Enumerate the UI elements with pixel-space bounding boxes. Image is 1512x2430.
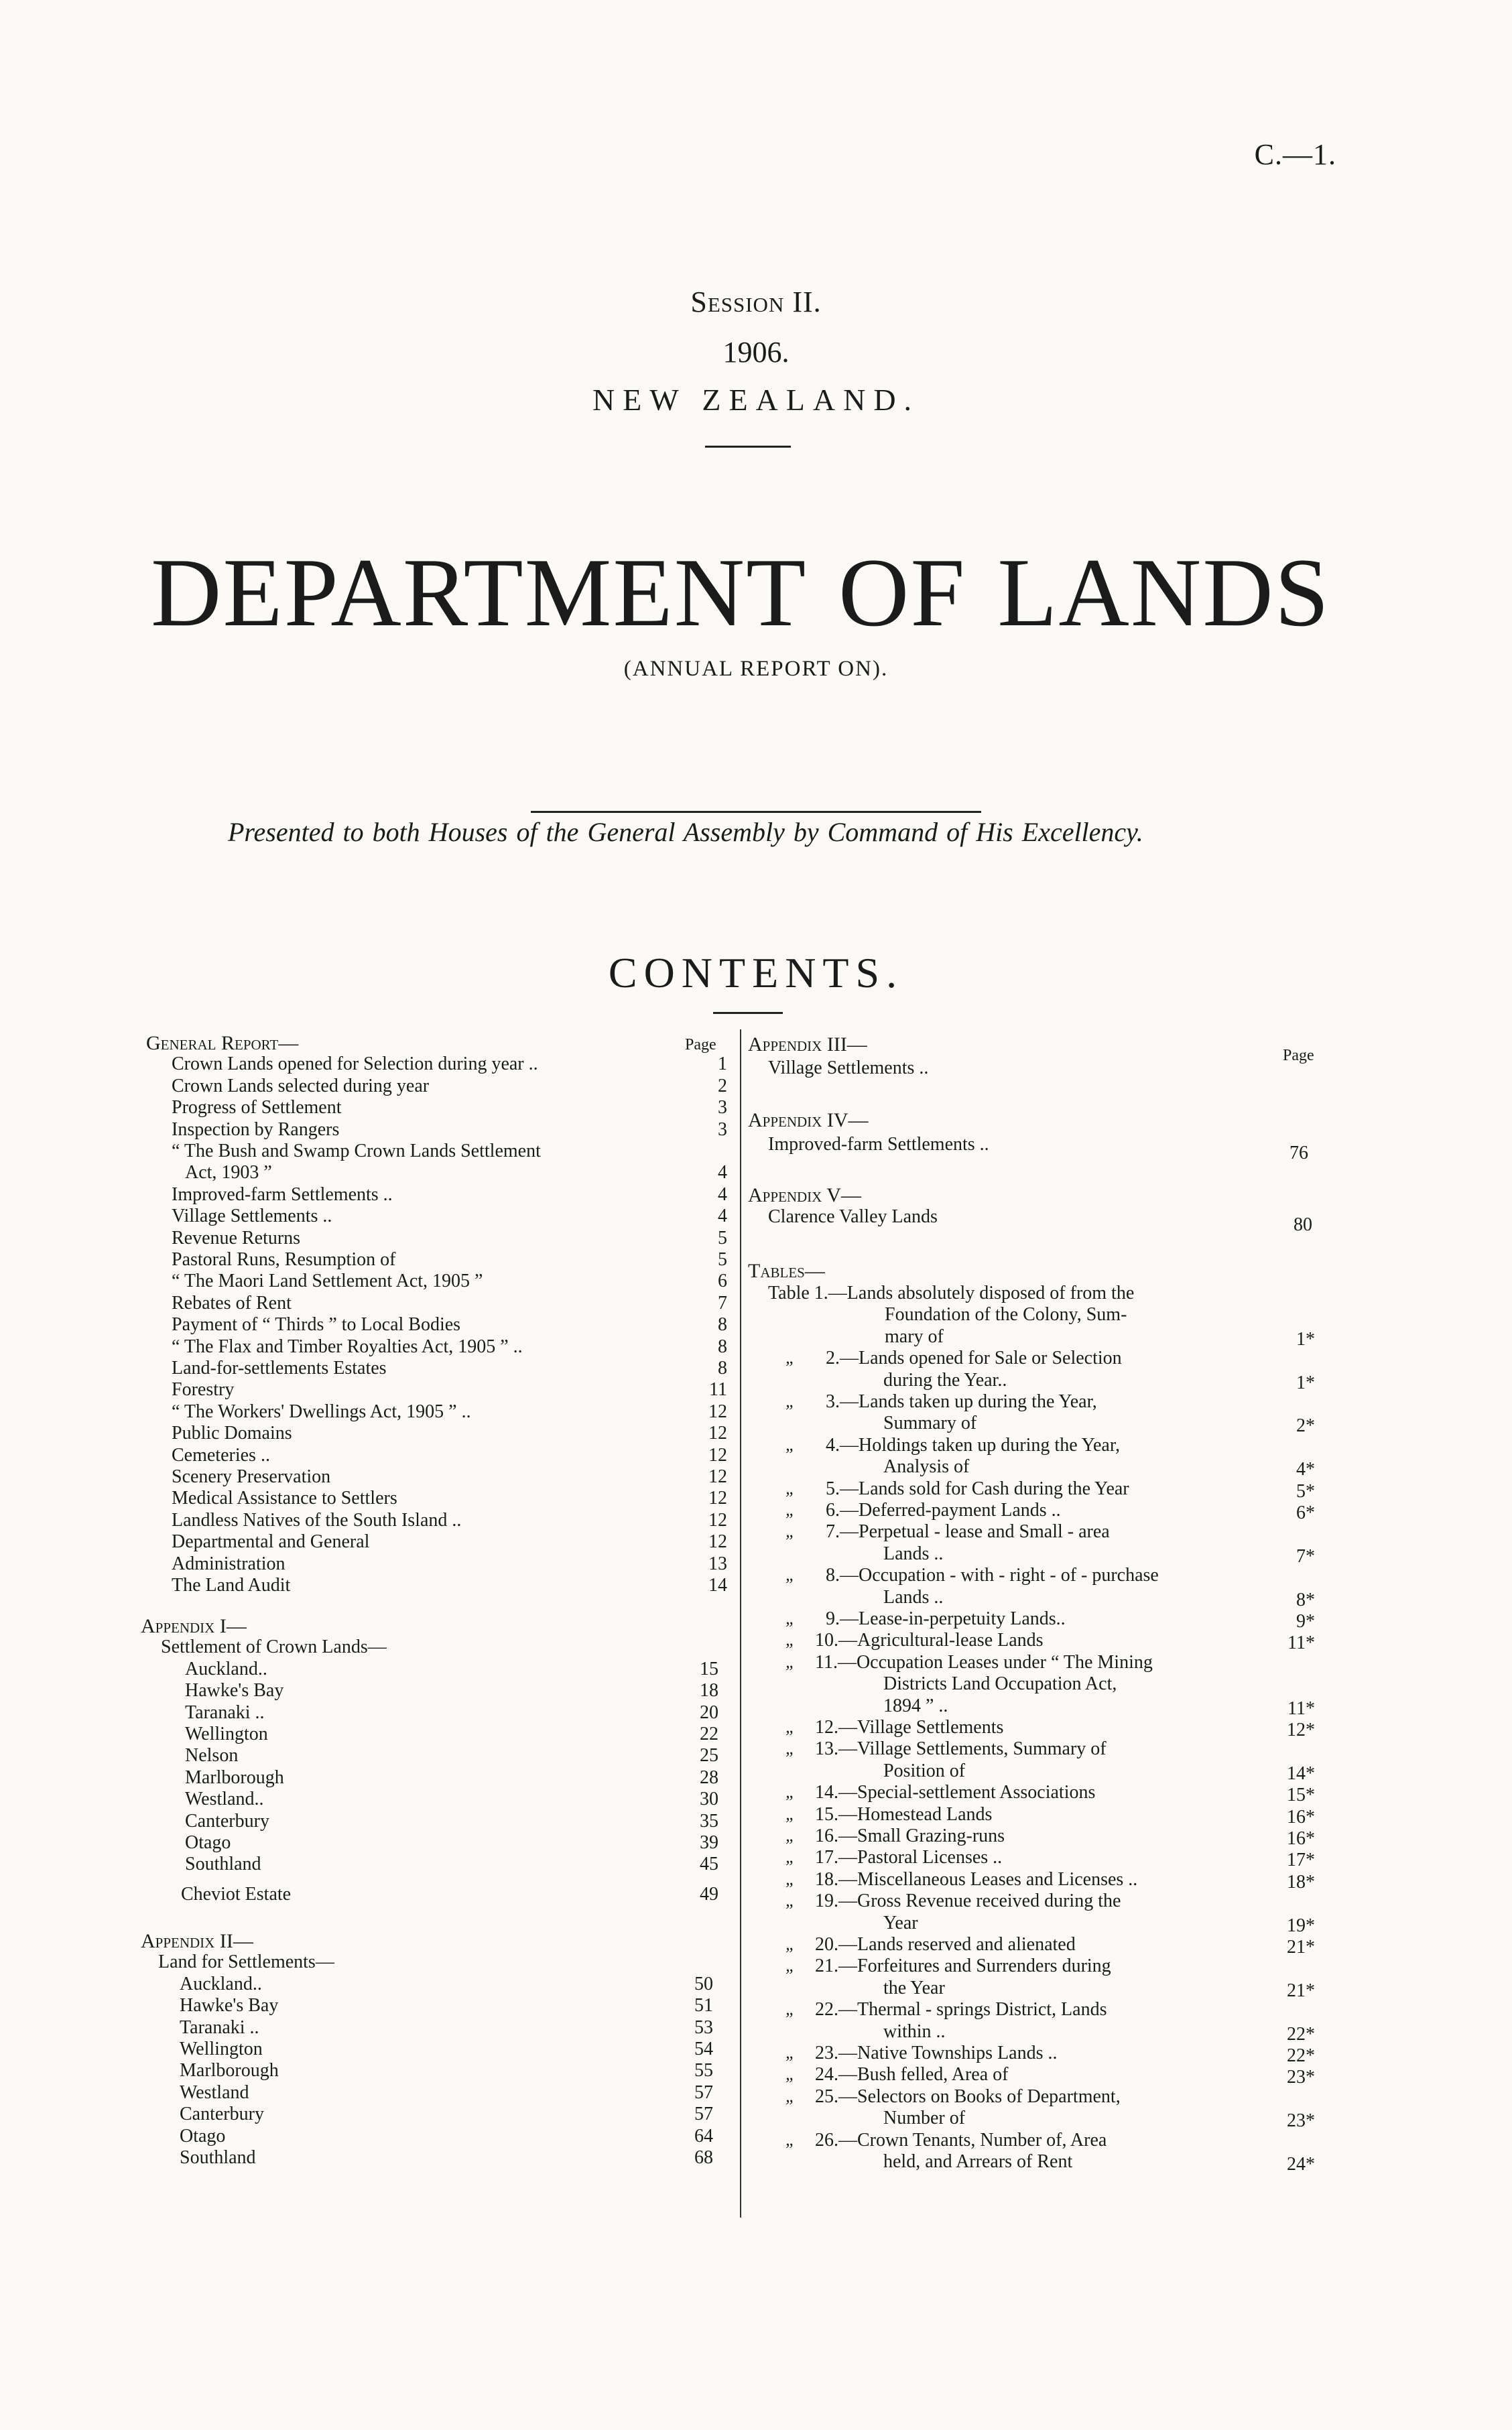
ditto-mark: „ bbox=[785, 1391, 796, 1411]
page-number: 35 bbox=[700, 1810, 718, 1832]
title-word: LANDS bbox=[997, 538, 1330, 647]
contents-entry: 18.—Miscellaneous Leases and Licenses .. bbox=[815, 1868, 1138, 1890]
ditto-mark: „ bbox=[785, 1999, 796, 2019]
contents-entry: Cheviot Estate bbox=[181, 1883, 292, 1905]
page-number: 3 bbox=[718, 1097, 727, 1118]
contents-entry: The Land Audit bbox=[172, 1575, 291, 1596]
page-number: 12 bbox=[708, 1444, 727, 1466]
page-number: 4 bbox=[718, 1162, 727, 1184]
contents-entry: 9.—Lease-in-perpetuity Lands.. bbox=[826, 1608, 1066, 1629]
page-number: 11* bbox=[1287, 1633, 1315, 1654]
page-number: 12* bbox=[1287, 1720, 1315, 1740]
contents-entry: 6.—Deferred-payment Lands .. bbox=[826, 1500, 1061, 1521]
contents-entry: 11.—Occupation Leases under “ The Mining bbox=[815, 1651, 1153, 1673]
section-heading: Appendix II— bbox=[141, 1930, 253, 1952]
page-number: 5* bbox=[1296, 1480, 1315, 1502]
contents-entry: “ The Maori Land Settlement Act, 1905 ” bbox=[172, 1271, 483, 1292]
contents-entry: 17.—Pastoral Licenses .. bbox=[815, 1847, 1003, 1868]
contents-entry: 25.—Selectors on Books of Department, bbox=[815, 2086, 1121, 2107]
contents-entry: 15.—Homestead Lands bbox=[815, 1803, 993, 1825]
document-title bbox=[151, 536, 1330, 649]
contents-entry: Inspection by Rangers bbox=[172, 1118, 340, 1140]
contents-entry: Departmental and General bbox=[172, 1531, 370, 1553]
page-number: 12 bbox=[708, 1531, 727, 1553]
contents-entry: 14.—Special-settlement Associations bbox=[815, 1782, 1096, 1803]
contents-entry: Taranaki .. bbox=[185, 1702, 265, 1723]
contents-entry: Summary of bbox=[883, 1413, 977, 1434]
page-number: 7 bbox=[718, 1292, 727, 1314]
contents-entry: Village Settlements .. bbox=[172, 1206, 332, 1227]
contents-entry: Marlborough bbox=[185, 1767, 284, 1788]
page-number: 3 bbox=[718, 1118, 727, 1140]
page-number: 12 bbox=[708, 1423, 727, 1444]
ditto-mark: „ bbox=[785, 1565, 796, 1585]
page-number: 57 bbox=[694, 2104, 713, 2125]
page-number: 20 bbox=[700, 1702, 718, 1723]
page-number: 8 bbox=[718, 1358, 727, 1379]
section-heading: Appendix IV— bbox=[748, 1109, 869, 1131]
page-number: 11* bbox=[1287, 1698, 1315, 1719]
page-number: 12 bbox=[708, 1488, 727, 1509]
contents-entry: Crown Lands opened for Selection during year .. bbox=[172, 1053, 538, 1075]
contents-entry: Administration bbox=[172, 1553, 286, 1574]
contents-entry: 7.—Perpetual - lease and Small - area bbox=[826, 1521, 1110, 1543]
ditto-mark: „ bbox=[785, 1500, 796, 1519]
presented-line: Presented to both Houses of the General Assembly by Command of His Excellency. bbox=[228, 817, 1143, 847]
title-word: DEPARTMENT bbox=[151, 538, 808, 647]
page-number: 76 bbox=[1289, 1143, 1308, 1163]
page-number: 17* bbox=[1287, 1850, 1315, 1871]
contents-entry: Rebates of Rent bbox=[172, 1292, 292, 1314]
page-number: 6 bbox=[718, 1271, 727, 1292]
page-number: 8* bbox=[1296, 1589, 1315, 1610]
page-number: 15* bbox=[1287, 1785, 1315, 1806]
contents-entry: Hawke's Bay bbox=[180, 1995, 279, 2017]
page-number: 8 bbox=[718, 1314, 727, 1336]
contents-entry: Marlborough bbox=[180, 2060, 279, 2082]
page-number: 12 bbox=[708, 1466, 727, 1487]
contents-entry: Village Settlements .. bbox=[768, 1058, 929, 1078]
page-number: 28 bbox=[700, 1767, 718, 1788]
ditto-mark: „ bbox=[785, 1630, 796, 1650]
ditto-mark: „ bbox=[785, 1348, 796, 1368]
contents-entry: Southland bbox=[185, 1854, 261, 1875]
section-subheading: Settlement of Crown Lands— bbox=[161, 1637, 387, 1658]
page-number: 23* bbox=[1287, 2067, 1315, 2088]
section-heading: Appendix V— bbox=[748, 1184, 861, 1206]
contents-entry: Lands .. bbox=[883, 1543, 944, 1564]
page-number: 4* bbox=[1296, 1459, 1315, 1480]
page-number: 21* bbox=[1287, 1980, 1315, 2001]
contents-entry: Payment of “ Thirds ” to Local Bodies bbox=[172, 1314, 461, 1336]
ditto-mark: „ bbox=[785, 1826, 796, 1845]
contents-entry: Position of bbox=[883, 1760, 966, 1781]
page-number: 16* bbox=[1287, 1828, 1315, 1849]
page-column-label: Page bbox=[1283, 1047, 1314, 1064]
section-heading: General Report— bbox=[146, 1032, 299, 1054]
page-number: 15 bbox=[700, 1658, 718, 1679]
contents-heading: CONTENTS. bbox=[608, 949, 904, 997]
contents-entry: within .. bbox=[883, 2021, 946, 2042]
section-heading: Tables— bbox=[748, 1260, 825, 1282]
contents-entry: Lands .. bbox=[883, 1586, 944, 1608]
contents-entry: Clarence Valley Lands bbox=[768, 1206, 938, 1227]
contents-entry: 13.—Village Settlements, Summary of bbox=[815, 1738, 1107, 1760]
page-number: 11 bbox=[709, 1379, 727, 1401]
contents-entry: 24.—Bush felled, Area of bbox=[815, 2064, 1009, 2086]
ditto-mark: „ bbox=[785, 1891, 796, 1911]
ditto-mark: „ bbox=[785, 1803, 796, 1824]
page-number: 55 bbox=[694, 2060, 713, 2082]
contents-entry: the Year bbox=[883, 1977, 945, 1998]
contents-entry: during the Year.. bbox=[883, 1369, 1007, 1391]
contents-entry: Hawke's Bay bbox=[185, 1680, 284, 1702]
contents-entry: 23.—Native Townships Lands .. bbox=[815, 2043, 1058, 2063]
report-code: C.—1. bbox=[1254, 138, 1336, 171]
contents-entry: Auckland.. bbox=[185, 1658, 267, 1679]
page-number: 6* bbox=[1296, 1502, 1315, 1523]
page-number: 19* bbox=[1287, 1915, 1315, 1936]
page-number: 7* bbox=[1296, 1545, 1315, 1567]
page-number: 22 bbox=[700, 1724, 718, 1744]
ditto-mark: „ bbox=[785, 2064, 796, 2084]
ditto-mark: „ bbox=[785, 1934, 796, 1954]
page-number: 1 bbox=[718, 1053, 727, 1075]
column-divider bbox=[740, 1029, 741, 2218]
contents-entry: Districts Land Occupation Act, bbox=[883, 1673, 1117, 1695]
ditto-mark: „ bbox=[785, 1956, 796, 1976]
contents-entry: Canterbury bbox=[185, 1810, 269, 1832]
page-number: 50 bbox=[694, 1973, 713, 1994]
contents-entry: 2.—Lands opened for Sale or Selection bbox=[826, 1348, 1122, 1369]
page-number: 2 bbox=[718, 1075, 727, 1096]
contents-entry: Wellington bbox=[185, 1724, 268, 1744]
contents-entry: Scenery Preservation bbox=[172, 1466, 331, 1487]
country-label: NEW ZEALAND. bbox=[592, 383, 920, 417]
page-number: 54 bbox=[694, 2039, 713, 2059]
contents-entry: Auckland.. bbox=[180, 1973, 262, 1994]
page-number: 49 bbox=[700, 1883, 718, 1905]
contents-entry: Westland.. bbox=[185, 1789, 264, 1810]
ditto-mark: „ bbox=[785, 2086, 796, 2106]
contents-entry: “ The Flax and Timber Royalties Act, 1905 ” .. bbox=[172, 1336, 523, 1357]
page-number: 5 bbox=[718, 1227, 727, 1249]
ditto-mark: „ bbox=[785, 1434, 796, 1454]
contents-entry: Year bbox=[883, 1912, 918, 1933]
contents-entry: Nelson bbox=[185, 1745, 239, 1767]
document-subtitle: (ANNUAL REPORT ON). bbox=[623, 657, 889, 681]
page-number: 12 bbox=[708, 1509, 727, 1531]
page-number: 21* bbox=[1287, 1937, 1315, 1958]
page-number: 16* bbox=[1287, 1806, 1315, 1828]
page-number: 9* bbox=[1296, 1611, 1315, 1632]
contents-entry: Taranaki .. bbox=[180, 2017, 259, 2038]
contents-entry: Revenue Returns bbox=[172, 1227, 301, 1249]
page-number: 8 bbox=[718, 1336, 727, 1357]
contents-entry: Otago bbox=[180, 2125, 226, 2147]
contents-entry: Westland bbox=[180, 2082, 249, 2103]
contents-entry: 26.—Crown Tenants, Number of, Area bbox=[815, 2129, 1107, 2151]
contents-entry: 5.—Lands sold for Cash during the Year bbox=[826, 1478, 1129, 1499]
contents-entry: 16.—Small Grazing-runs bbox=[815, 1826, 1005, 1846]
contents-entry: Analysis of bbox=[883, 1456, 970, 1478]
contents-entry: 22.—Thermal - springs District, Lands bbox=[815, 1999, 1107, 2021]
contents-entry: Act, 1903 ” bbox=[185, 1162, 272, 1184]
contents-entry: Canterbury bbox=[180, 2104, 264, 2125]
page-number: 1* bbox=[1296, 1328, 1315, 1350]
ditto-mark: „ bbox=[785, 1717, 796, 1736]
page-number: 25 bbox=[700, 1745, 718, 1767]
page-number: 22* bbox=[1287, 2045, 1315, 2066]
page-number: 4 bbox=[718, 1206, 727, 1227]
section-heading: Appendix I— bbox=[141, 1615, 247, 1637]
page-number: 51 bbox=[694, 1995, 713, 2017]
contents-entry: Progress of Settlement bbox=[172, 1097, 342, 1118]
ditto-mark: „ bbox=[785, 1868, 796, 1889]
page-number: 64 bbox=[694, 2125, 713, 2147]
contents-entry: 3.—Lands taken up during the Year, bbox=[826, 1391, 1097, 1412]
ditto-mark: „ bbox=[785, 2043, 796, 2062]
contents-entry: Cemeteries .. bbox=[172, 1444, 270, 1466]
contents-entry: Forestry bbox=[172, 1379, 235, 1401]
page-number: 68 bbox=[694, 2147, 713, 2168]
contents-entry: Land-for-settlements Estates bbox=[172, 1358, 387, 1379]
page-number: 18 bbox=[700, 1680, 718, 1702]
page-number: 1* bbox=[1296, 1372, 1315, 1393]
page-number: 2* bbox=[1296, 1415, 1315, 1437]
page-number: 22* bbox=[1287, 2023, 1315, 2045]
contents-entry: Wellington bbox=[180, 2039, 263, 2059]
page-number: 14 bbox=[708, 1575, 727, 1596]
contents-entry: Landless Natives of the South Island .. bbox=[172, 1509, 462, 1531]
contents-entry: “ The Bush and Swamp Crown Lands Settlement bbox=[172, 1141, 541, 1161]
section-subheading: Land for Settlements— bbox=[158, 1952, 334, 1973]
contents-entry: Table 1.—Lands absolutely disposed of from the bbox=[768, 1283, 1135, 1303]
contents-entry: Southland bbox=[180, 2147, 256, 2168]
session-label: Session II. bbox=[690, 285, 822, 318]
page-number: 5 bbox=[718, 1249, 727, 1270]
contents-entry: Number of bbox=[883, 2108, 966, 2129]
contents-entry: “ The Workers' Dwellings Act, 1905 ” .. bbox=[172, 1401, 471, 1422]
ditto-mark: „ bbox=[785, 1847, 796, 1867]
contents-entry: Improved-farm Settlements .. bbox=[768, 1134, 989, 1155]
contents-entry: Crown Lands selected during year bbox=[172, 1075, 430, 1096]
contents-entry: 20.—Lands reserved and alienated bbox=[815, 1934, 1076, 1955]
contents-entry: Improved-farm Settlements .. bbox=[172, 1184, 393, 1205]
page-number: 30 bbox=[700, 1789, 718, 1810]
contents-entry: 12.—Village Settlements bbox=[815, 1717, 1004, 1738]
contents-entry: 1894 ” .. bbox=[883, 1695, 948, 1716]
contents-entry: Public Domains bbox=[172, 1423, 292, 1444]
divider bbox=[531, 811, 981, 813]
page-number: 39 bbox=[700, 1832, 718, 1853]
contents-entry: held, and Arrears of Rent bbox=[883, 2151, 1073, 2172]
title-word: OF bbox=[838, 538, 966, 647]
page-number: 4 bbox=[718, 1184, 727, 1205]
contents-entry: Otago bbox=[185, 1832, 231, 1853]
ditto-mark: „ bbox=[785, 1651, 796, 1671]
page-number: 13 bbox=[708, 1553, 727, 1574]
contents-entry: Pastoral Runs, Resumption of bbox=[172, 1249, 396, 1270]
ditto-mark: „ bbox=[785, 1478, 796, 1498]
page-number: 18* bbox=[1287, 1871, 1315, 1893]
page-number: 53 bbox=[694, 2017, 713, 2038]
contents-entry: Foundation of the Colony, Sum- bbox=[885, 1304, 1127, 1326]
divider bbox=[713, 1012, 783, 1014]
divider bbox=[705, 446, 791, 448]
contents-entry: 4.—Holdings taken up during the Year, bbox=[826, 1434, 1121, 1456]
contents-entry: Medical Assistance to Settlers bbox=[172, 1488, 397, 1509]
section-heading: Appendix III— bbox=[748, 1033, 867, 1056]
ditto-mark: „ bbox=[785, 1782, 796, 1802]
contents-entry: 19.—Gross Revenue received during the bbox=[815, 1891, 1121, 1912]
page-number: 80 bbox=[1294, 1214, 1312, 1235]
page-number: 12 bbox=[708, 1401, 727, 1422]
ditto-mark: „ bbox=[785, 1738, 796, 1758]
page-column-label: Page bbox=[685, 1036, 716, 1053]
contents-entry: mary of bbox=[885, 1326, 944, 1347]
page-number: 23* bbox=[1287, 2110, 1315, 2132]
ditto-mark: „ bbox=[785, 2129, 796, 2149]
page-number: 45 bbox=[700, 1854, 718, 1875]
year-label: 1906. bbox=[722, 336, 790, 369]
page-number: 57 bbox=[694, 2082, 713, 2103]
contents-entry: 21.—Forfeitures and Surrenders during bbox=[815, 1956, 1111, 1977]
page-number: 14* bbox=[1287, 1763, 1315, 1784]
ditto-mark: „ bbox=[785, 1521, 796, 1541]
contents-entry: 8.—Occupation - with - right - of - purchase bbox=[826, 1565, 1159, 1586]
contents-entry: 10.—Agricultural-lease Lands bbox=[815, 1630, 1044, 1651]
page-number: 24* bbox=[1287, 2154, 1315, 2175]
ditto-mark: „ bbox=[785, 1608, 796, 1628]
